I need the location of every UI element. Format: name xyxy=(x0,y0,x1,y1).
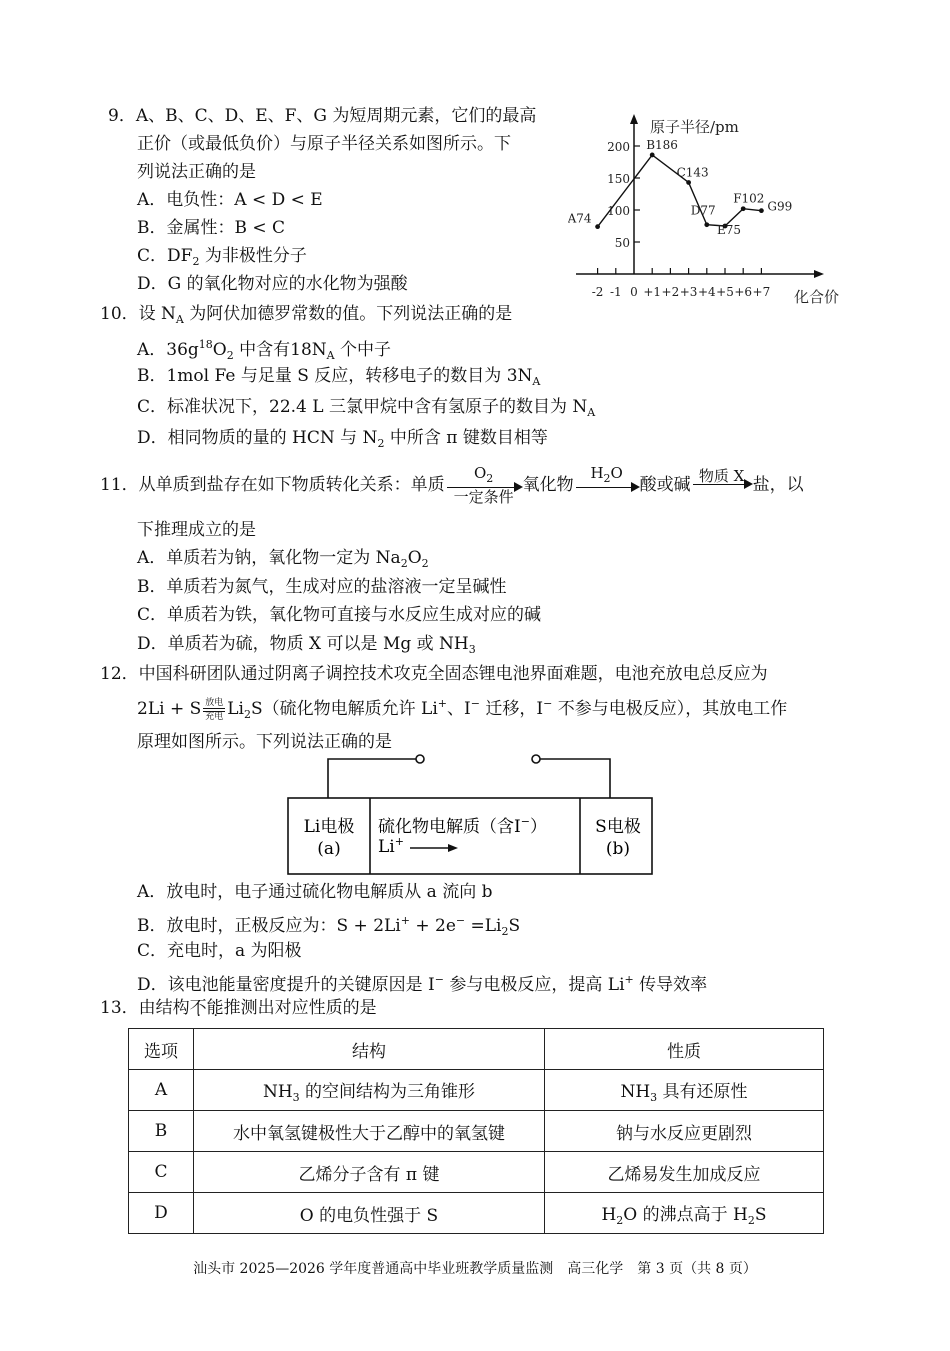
x-tick-label: +3 xyxy=(679,285,698,299)
table-row xyxy=(129,1152,824,1193)
table-header-row xyxy=(129,1029,824,1070)
terminal-left xyxy=(416,755,424,763)
data-point xyxy=(741,206,746,211)
data-point-label: E75 xyxy=(717,223,742,237)
q11-stem: 11．从单质到盐存在如下物质转化关系：单质 $O_2$ 一定条件 氧化物 $H_2O$ 酸或碱 物质 X 盐，以 xyxy=(100,464,804,506)
q9-option-c: C．$DF_2$ 为非极性分子 xyxy=(137,246,307,268)
battery-diagram xyxy=(280,752,660,878)
data-point xyxy=(759,208,764,213)
li-electrode-letter: (a) xyxy=(317,839,341,859)
q12-option-a: A．放电时，电子通过硫化物电解质从 a 流向 b xyxy=(137,882,493,902)
row-property: $NH_3$ 具有还原性 xyxy=(545,1070,824,1111)
x-tick-label: 0 xyxy=(630,285,638,299)
x-tick-label: +7 xyxy=(752,285,771,299)
q10-option-a: A．$36g^{18}O_2$ 中含有$18N_A$ 个中子 xyxy=(137,338,392,362)
q12-option-d: D．该电池能量密度提升的关键原因是 I− 参与电极反应，提高 Li+ 传导效率 xyxy=(137,973,708,995)
q9-option-b: B．金属性：B < C xyxy=(137,218,286,238)
q11-stem-line2: 下推理成立的是 xyxy=(137,520,256,540)
s-electrode-label: S电极 xyxy=(595,817,641,837)
q9-stem-line2: 正价（或最低负价）与原子半径关系如图所示。下 xyxy=(137,134,511,154)
equilibrium-arrow: 放电 充电 xyxy=(205,697,224,722)
arrow-h2o: $H_2O$ xyxy=(576,465,638,488)
y-axis-label: 原子半径/pm xyxy=(650,118,739,136)
data-point-label: G99 xyxy=(767,199,793,214)
x-axis-label: 化合价 xyxy=(794,288,840,306)
header-property: 性质 xyxy=(545,1029,824,1070)
ion-arrow-head xyxy=(448,844,458,852)
row-property: $H_2O$ 的沸点高于 $H_2S$ xyxy=(545,1193,824,1234)
table-row xyxy=(129,1193,824,1234)
data-point-label: A74 xyxy=(568,211,592,226)
q11-option-c: C．单质若为铁，氧化物可直接与水反应生成对应的碱 xyxy=(137,605,542,625)
q11-option-a: A．单质若为钠，氧化物一定为 $Na_2O_2$ xyxy=(137,548,429,570)
y-axis-arrow xyxy=(630,114,638,124)
q12-option-b: B．放电时，正极反应为：$S + 2Li^+ + 2e^- =Li_2S$ xyxy=(137,914,521,938)
table-row xyxy=(129,1111,824,1152)
data-point-label: D77 xyxy=(690,203,716,218)
row-property: 乙烯易发生加成反应 xyxy=(545,1152,824,1193)
q12-stem-line2: 2Li + S 放电 充电 $Li_2S$（硫化物电解质允许 Li+、I− 迁移，I− 不参与电极反应），其放电工作 xyxy=(137,697,788,722)
data-point-label: C143 xyxy=(676,165,709,180)
x-tick-label: +5 xyxy=(716,285,734,299)
wire-left xyxy=(328,759,416,798)
arrow-o2: $O_2$ 一定条件 xyxy=(447,465,521,506)
q12-stem-line3: 原理如图所示。下列说法正确的是 xyxy=(137,732,392,752)
q10-stem: 10．设 $N_A$ 为阿伏加德罗常数的值。下列说法正确的是 xyxy=(100,304,513,326)
electrolyte-label: 硫化物电解质（含I−） xyxy=(378,815,547,837)
row-option: B xyxy=(129,1111,194,1152)
li-ion-label: Li+ xyxy=(378,835,404,857)
wire-right xyxy=(540,759,610,798)
data-point-label: B186 xyxy=(646,137,678,152)
x-tick-label: +6 xyxy=(734,285,753,299)
data-point xyxy=(686,180,691,185)
x-tick-label: +1 xyxy=(643,285,662,299)
q11-option-b: B．单质若为氮气，生成对应的盐溶液一定呈碱性 xyxy=(137,577,507,597)
x-tick-label: -1 xyxy=(609,285,622,299)
q9-option-d: D．G 的氧化物对应的水化物为强酸 xyxy=(137,274,408,294)
x-tick-label: -2 xyxy=(591,285,604,299)
arrow-x: 物质 X xyxy=(693,468,751,485)
row-option: C xyxy=(129,1152,194,1193)
q13-stem: 13．由结构不能推测出对应性质的是 xyxy=(100,998,377,1018)
q9-option-a: A．电负性：A < D < E xyxy=(137,190,323,210)
q11-option-d: D．单质若为硫，物质 X 可以是 Mg 或 $NH_3$ xyxy=(137,634,476,656)
row-property: 钠与水反应更剧烈 xyxy=(545,1111,824,1152)
radius-valence-chart xyxy=(568,112,850,312)
row-structure: $NH_3$ 的空间结构为三角锥形 xyxy=(194,1070,545,1111)
terminal-right xyxy=(532,755,540,763)
page-footer: 汕头市 2025—2026 学年度普通高中毕业班教学质量监测 高三化学 第 3 页（共 8 页） xyxy=(193,1261,757,1277)
row-structure: 水中氧氢键极性大于乙醇中的氧氢键 xyxy=(194,1111,545,1152)
header-option: 选项 xyxy=(129,1029,194,1070)
q9-stem-line1: 9．A、B、C、D、E、F、G 为短周期元素，它们的最高 xyxy=(108,106,537,126)
s-electrode-letter: (b) xyxy=(605,839,631,859)
row-option: A xyxy=(129,1070,194,1111)
y-tick-label: 150 xyxy=(607,172,630,186)
li-electrode-label: Li电极 xyxy=(303,817,355,837)
data-point xyxy=(704,222,709,227)
header-structure: 结构 xyxy=(194,1029,545,1070)
x-axis-arrow xyxy=(814,270,824,278)
data-point xyxy=(650,153,655,158)
q10-option-b: B．1mol Fe 与足量 S 反应，转移电子的数目为 $3N_A$ xyxy=(137,366,541,388)
x-tick-label: +2 xyxy=(661,285,680,299)
q13-table xyxy=(128,1028,824,1234)
x-tick-label: +4 xyxy=(697,285,716,299)
data-point xyxy=(595,224,600,229)
q10-option-d: D．相同物质的量的 HCN 与 $N_2$ 中所含 π 键数目相等 xyxy=(137,428,548,450)
row-option: D xyxy=(129,1193,194,1234)
y-tick-label: 100 xyxy=(607,204,630,218)
data-point-label: F102 xyxy=(733,191,765,206)
y-tick-label: 200 xyxy=(607,140,630,154)
row-structure: 乙烯分子含有 π 键 xyxy=(194,1152,545,1193)
q12-stem-line1: 12．中国科研团队通过阴离子调控技术攻克全固态锂电池界面难题，电池充放电总反应为 xyxy=(100,664,768,684)
q12-option-c: C．充电时，a 为阳极 xyxy=(137,941,302,961)
q9-stem-line3: 列说法正确的是 xyxy=(137,162,256,182)
row-structure: O 的电负性强于 S xyxy=(194,1193,545,1234)
q10-option-c: C．标准状况下，22.4 L 三氯甲烷中含有氢原子的数目为 $N_A$ xyxy=(137,397,596,419)
y-tick-label: 50 xyxy=(614,236,630,250)
table-row xyxy=(129,1070,824,1111)
